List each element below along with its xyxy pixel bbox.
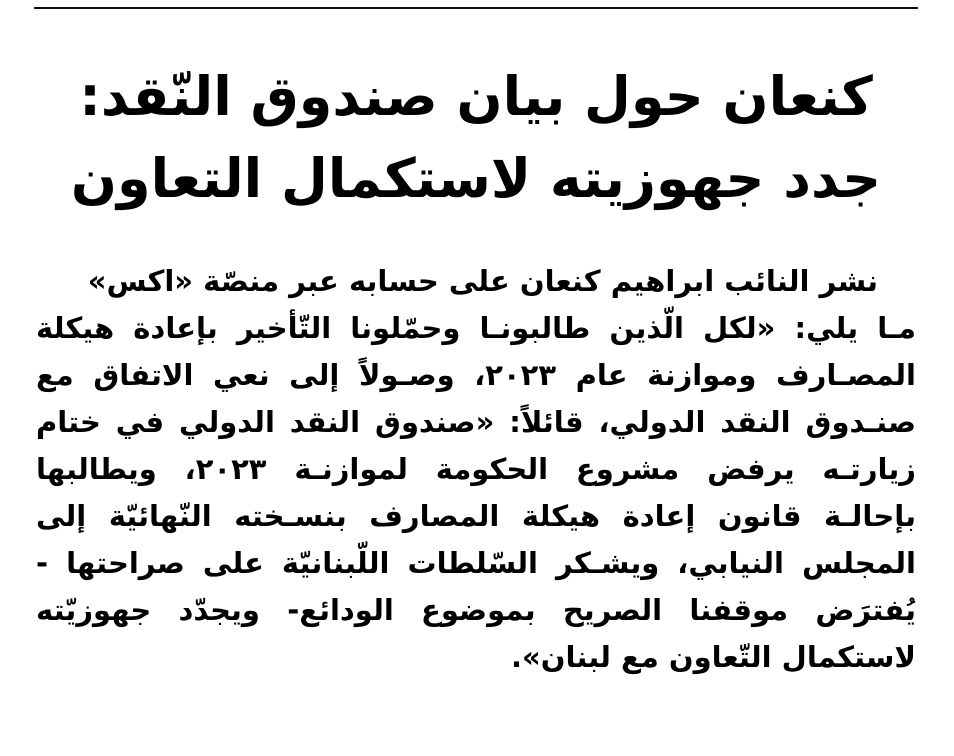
body-line-4: صنـدوق النقد الدولي، قائلاً: «صندوق النقد الدولي في ختام xyxy=(36,405,916,439)
body-line-2: مـا يلي: «لكل الّذين طالبونـا وحمّلونا التّأخير بإعادة هيكلة xyxy=(36,311,916,345)
top-divider-rule xyxy=(34,7,918,9)
body-line-1: نشر النائب ابراهيم كنعان على حسابه عبر منصّة «اكس» xyxy=(87,264,878,298)
body-line-6: بإحالـة قانون إعادة هيكلة المصارف بنسـخته النّهائيّة إلى xyxy=(36,499,916,533)
article-headline xyxy=(40,56,912,220)
body-line-7: المجلس النيابي، ويشـكر السّلطات اللّبنانيّة على صراحتها - xyxy=(36,546,916,580)
body-line-3: المصـارف وموازنة عام ٢٠٢٣، وصـولاً إلى نعي الاتفاق مع xyxy=(36,358,916,392)
body-line-5: زيارتـه يرفض مشروع الحكومة لموازنـة ٢٠٢٣، ويطالبها xyxy=(36,452,916,486)
article-body xyxy=(36,258,916,681)
headline-line-1: كنعان حول بيان صندوق النّقد: xyxy=(79,65,873,128)
body-line-9: لاستكمال التّعاون مع لبنان». xyxy=(510,640,916,674)
body-line-8: يُفترَض موقفنا الصريح بموضوع الودائع- ويجدّد جهوزيّته xyxy=(36,593,916,627)
headline-line-2: جدد جهوزيته لاستكمال التعاون xyxy=(70,147,882,210)
